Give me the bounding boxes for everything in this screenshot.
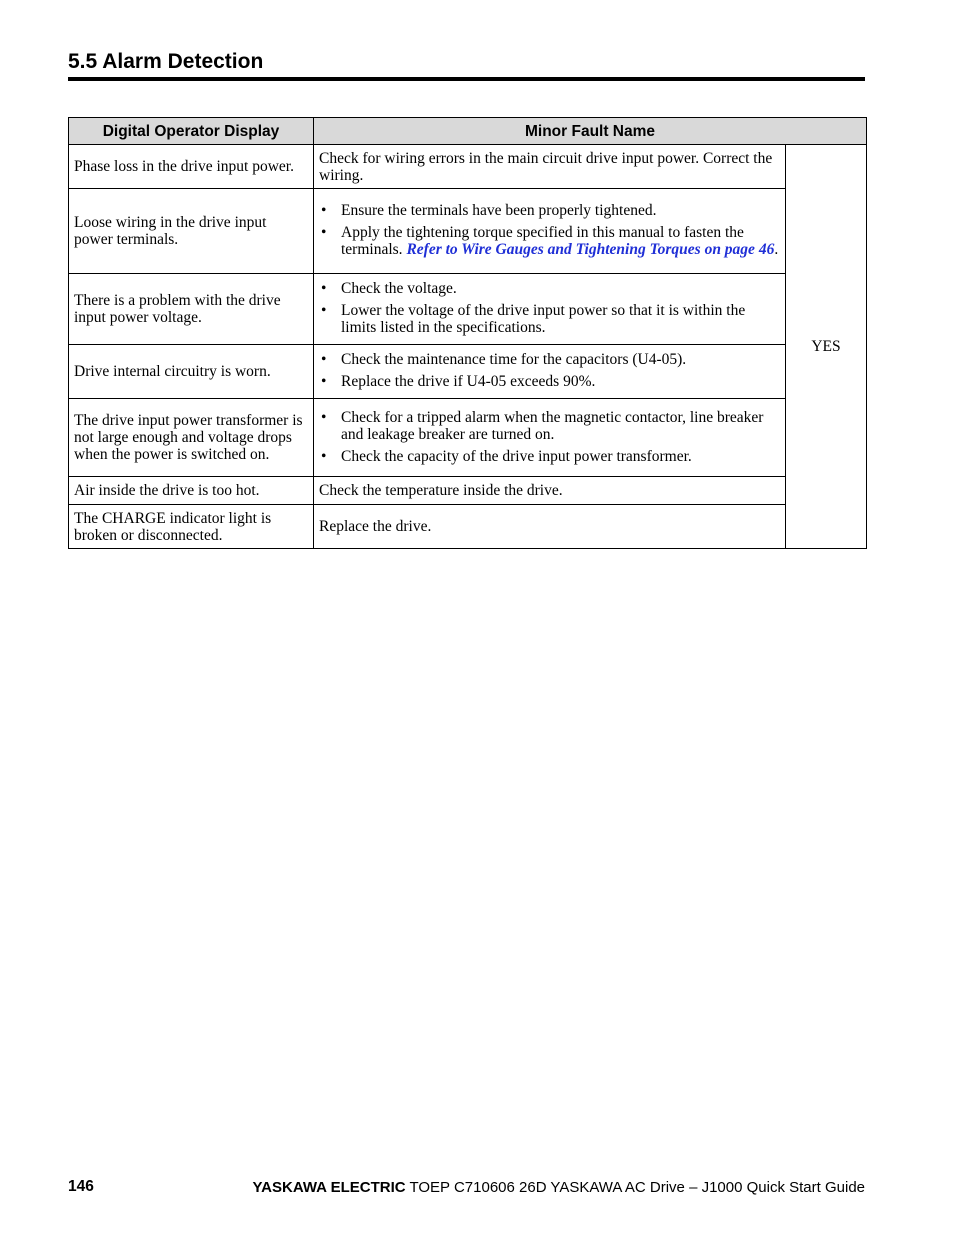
page-number: 146	[68, 1178, 94, 1195]
table-row	[69, 345, 867, 399]
alarm-table	[68, 117, 867, 549]
action-cell	[314, 345, 786, 399]
cause-cell: There is a problem with the drive input power voltage.	[69, 274, 314, 345]
list-item: • Check the capacity of the drive input power transformer.	[319, 448, 780, 465]
action-cell	[314, 274, 786, 345]
section-title: 5.5 Alarm Detection	[68, 50, 264, 73]
action-cell	[314, 189, 786, 274]
title-rule	[68, 77, 865, 81]
cause-cell: Drive internal circuitry is worn.	[69, 345, 314, 399]
list-item: • Ensure the terminals have been properly tightened.	[319, 202, 780, 219]
footer-brand: YASKAWA ELECTRIC	[252, 1179, 406, 1196]
table-row	[69, 505, 867, 549]
footer-guide-title	[253, 1179, 865, 1196]
table-row	[69, 477, 867, 505]
list-item-text: Apply the tightening torque specified in this manual to fasten the terminals.	[341, 224, 744, 258]
header-digital-operator-display: Digital Operator Display	[69, 118, 314, 145]
list-item: • Check the maintenance time for the capacitors (U4-05).	[319, 351, 780, 368]
list-item: • Replace the drive if U4-05 exceeds 90%.	[319, 373, 780, 390]
action-cell: Check the temperature inside the drive.	[314, 477, 786, 505]
action-cell: Replace the drive.	[314, 505, 786, 549]
action-list	[319, 280, 780, 336]
cause-cell: The CHARGE indicator light is broken or disconnected.	[69, 505, 314, 549]
footer-guide-text: TOEP C710606 26D YASKAWA AC Drive – J1000 Quick Start Guide	[405, 1179, 865, 1196]
cause-cell: The drive input power transformer is not large enough and voltage drops when the power is switched on.	[69, 399, 314, 477]
cross-reference-link[interactable]: Refer to Wire Gauges and Tightening Torques on page 46	[406, 241, 775, 258]
action-cell	[314, 399, 786, 477]
list-item: • Check the voltage.	[319, 280, 780, 297]
table-row	[69, 274, 867, 345]
action-list	[319, 409, 780, 465]
list-item: • Check for a tripped alarm when the magnetic contactor, line breaker and leakage breaker are turned on.	[319, 409, 780, 443]
header-minor-fault-name: Minor Fault Name	[314, 118, 867, 145]
yes-cell: YES	[786, 145, 867, 549]
cause-cell: Air inside the drive is too hot.	[69, 477, 314, 505]
cause-cell: Phase loss in the drive input power.	[69, 145, 314, 189]
action-list	[319, 351, 780, 390]
action-list	[319, 202, 780, 258]
list-item	[319, 224, 780, 258]
cause-cell: Loose wiring in the drive input power terminals.	[69, 189, 314, 274]
list-item: • Lower the voltage of the drive input power so that it is within the limits listed in the specifications.	[319, 302, 780, 336]
table-row	[69, 189, 867, 274]
list-item-end: .	[774, 241, 779, 258]
action-cell: Check for wiring errors in the main circuit drive input power. Correct the wiring.	[314, 145, 786, 189]
table-row	[69, 145, 867, 189]
table-header-row	[69, 118, 867, 145]
table-row	[69, 399, 867, 477]
